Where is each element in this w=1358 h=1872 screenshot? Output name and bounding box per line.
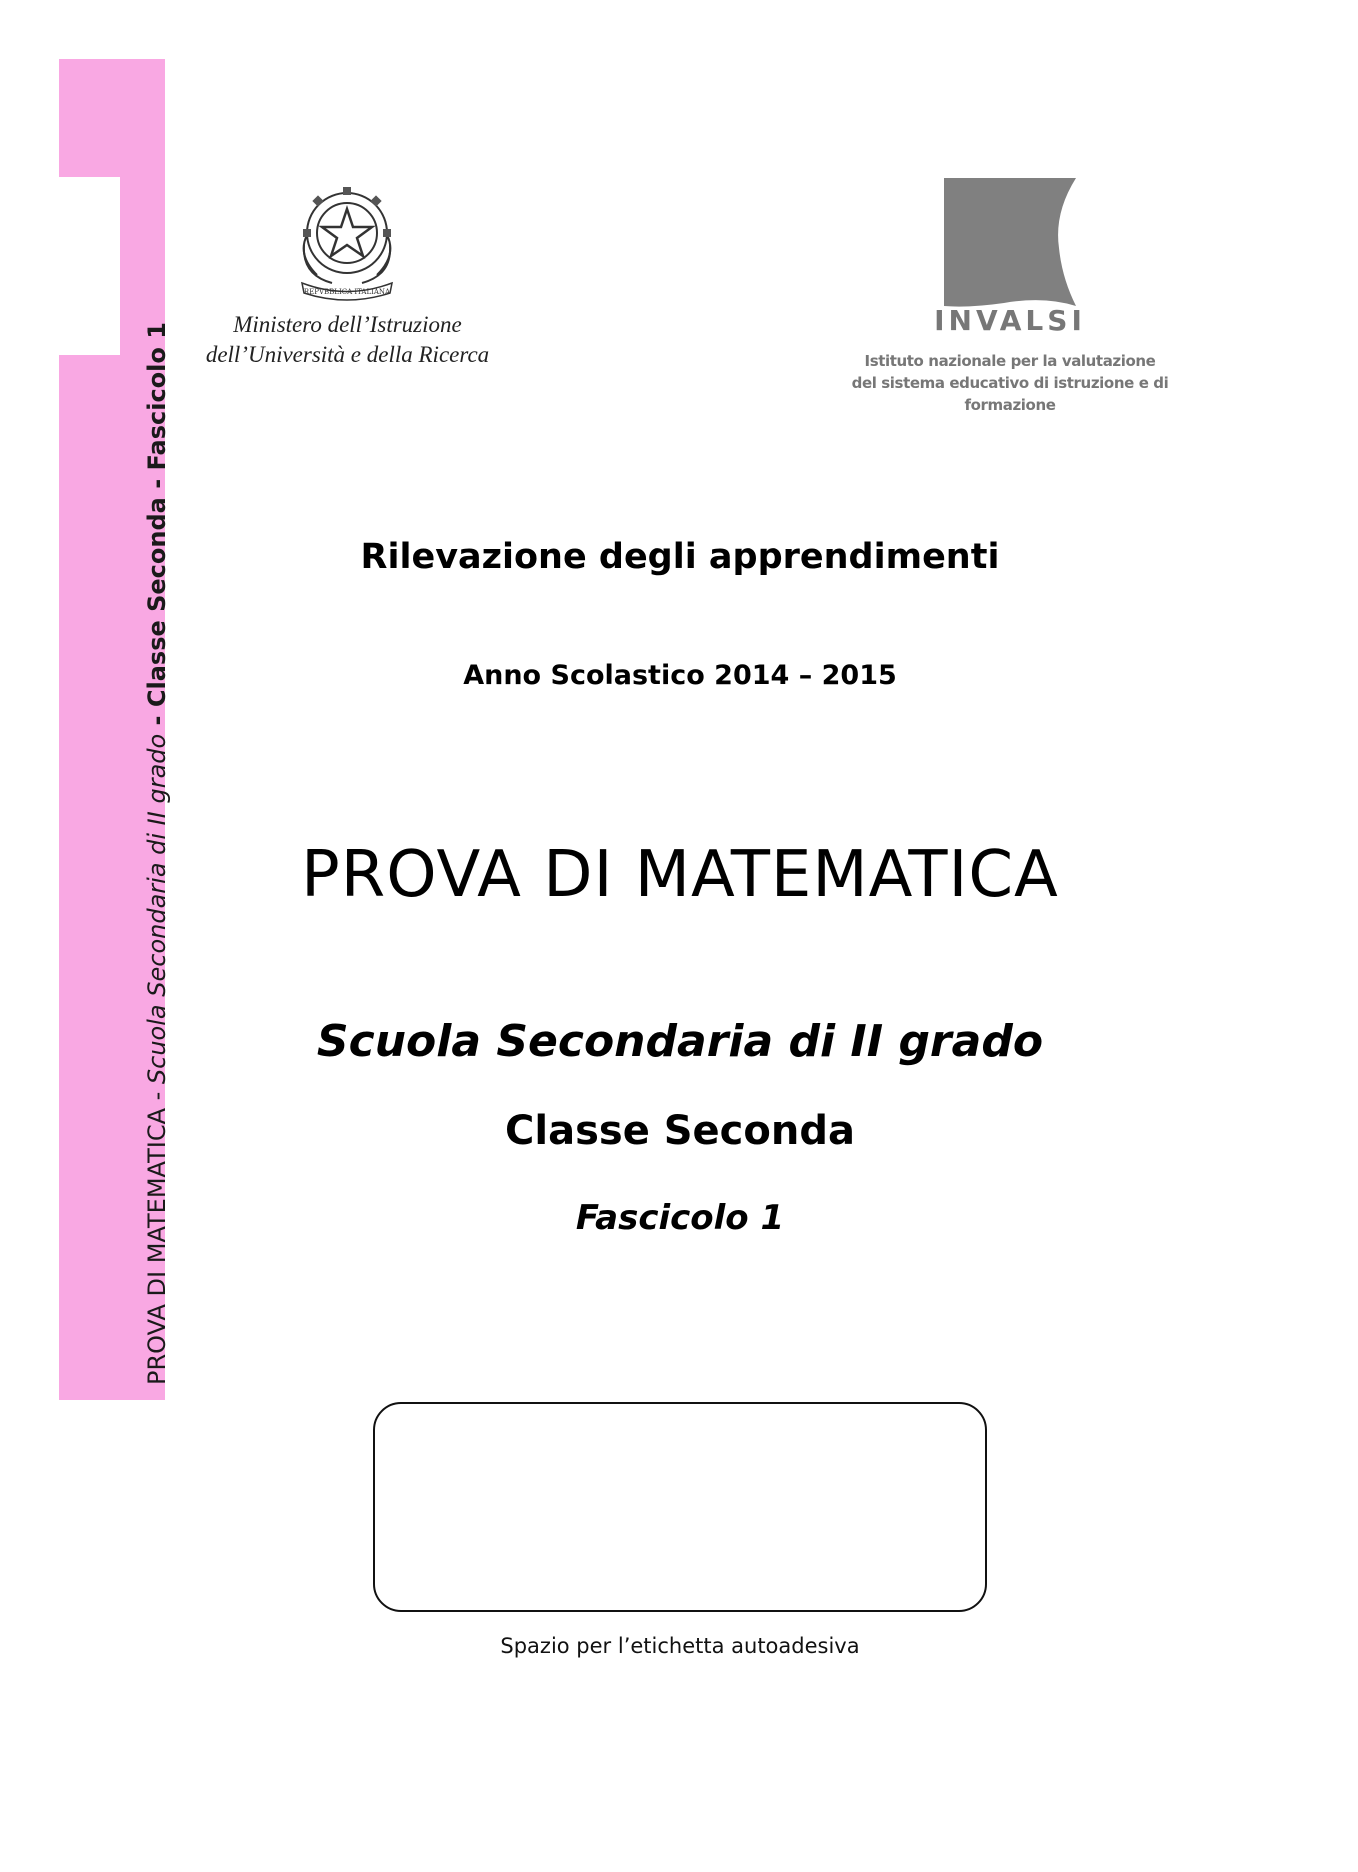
spine-text <box>143 322 171 1385</box>
school-level: Scuola Secondaria di II grado <box>316 1016 1044 1067</box>
test-title: PROVA DI MATEMATICA <box>301 838 1059 912</box>
invalsi-desc-line-2: del sistema educativo di istruzione e di formazione <box>851 374 1169 414</box>
emblem-ribbon-text: REPVBBLICA ITALIANA <box>303 288 391 296</box>
sticker-label-caption: Spazio per l’etichetta autoadesiva <box>500 1634 860 1658</box>
side-band-top <box>59 59 165 177</box>
ministry-line-2: dell’Università e della Ricerca <box>205 342 490 367</box>
ministry-name <box>170 310 525 370</box>
invalsi-name: INVALSI <box>934 304 1086 337</box>
ministry-line-1: Ministero dell’Istruzione <box>233 312 462 337</box>
invalsi-flag-logo-icon <box>944 178 1076 308</box>
booklet-number: Fascicolo 1 <box>575 1198 785 1238</box>
invalsi-desc-line-1: Istituto nazionale per la valutazione <box>864 352 1156 370</box>
school-year: Anno Scolastico 2014 – 2015 <box>463 660 897 691</box>
spine-class-booklet: - Classe Seconda - Fascicolo 1 <box>143 322 171 734</box>
italian-republic-emblem-icon <box>282 175 412 305</box>
class-name: Classe Seconda <box>505 1108 855 1154</box>
survey-title: Rilevazione degli apprendimenti <box>360 537 1000 577</box>
invalsi-description <box>840 350 1180 416</box>
sticker-label-box <box>373 1402 987 1612</box>
spine-school-level: Scuola Secondaria di II grado <box>143 733 171 1085</box>
spine-test-name: PROVA DI MATEMATICA - <box>143 1084 171 1385</box>
